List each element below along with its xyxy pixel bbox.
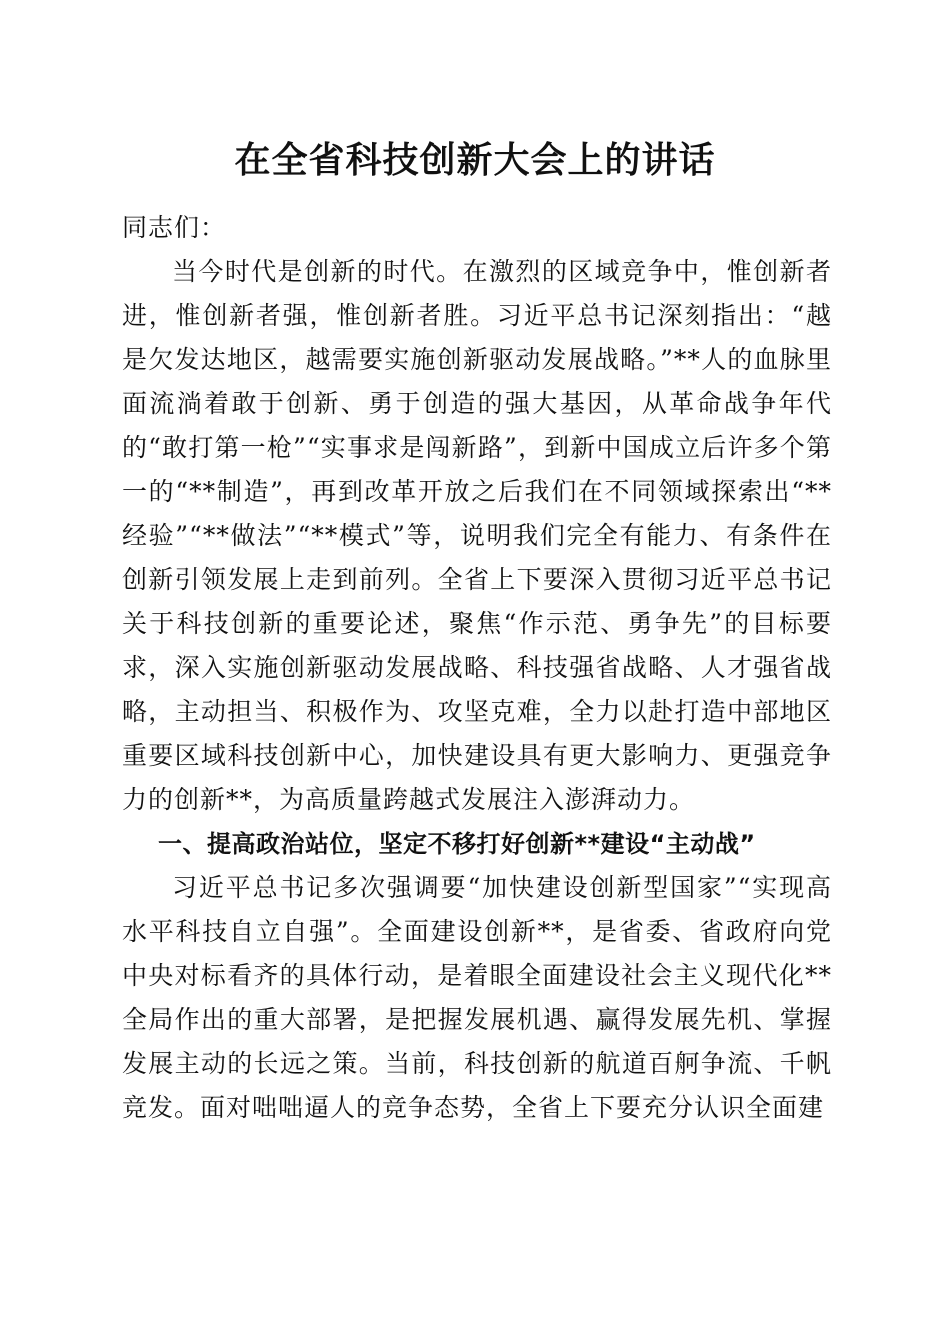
paragraph-intro: 当今时代是创新的时代。在激烈的区域竞争中，惟创新者进，惟创新者强，惟创新者胜。习近平总书记深刻指出：“越是欠发达地区，越需要实施创新驱动发展战略。”**人的血脉里面流淌着敢于创新、勇于创造的强大基因，从革命战争年代的“敢打第一枪”“实事求是闯新路”，到新中国成立后许多个第一的“**制造”，再到改革开放之后我们在不同领域探索出“**经验”“**做法”“**模式”等，说明我们完全有能力、有条件在创新引领发展上走到前列。全省上下要深入贯彻习近平总书记关于科技创新的重要论述，聚焦“作示范、勇争先”的目标要求，深入实施创新驱动发展战略、科技强省战略、人才强省战略，主动担当、积极作为、攻坚克难，全力以赴打造中部地区重要区域科技创新中心，加快建设具有更大影响力、更强竞争力的创新**，为高质量跨越式发展注入澎湃动力。 bbox=[122, 257, 832, 814]
salutation: 同志们： bbox=[122, 213, 227, 242]
document-body bbox=[122, 206, 832, 1130]
paragraph-section-1: 习近平总书记多次强调要“加快建设创新型国家”“实现高水平科技自立自强”。全面建设创新**，是省委、省政府向党中央对标看齐的具体行动，是着眼全面建设社会主义现代化**全局作出的重大部署，是把握发展机遇、赢得发展先机、掌握发展主动的长远之策。当前，科技创新的航道百舸争流、千帆竞发。面对咄咄逼人的竞争态势，全省上下要充分认识全面建 bbox=[122, 873, 832, 1122]
page-title: 在全省科技创新大会上的讲话 bbox=[234, 140, 716, 181]
section-heading-1: 一、提高政治站位，坚定不移打好创新**建设“主动战” bbox=[158, 830, 756, 858]
